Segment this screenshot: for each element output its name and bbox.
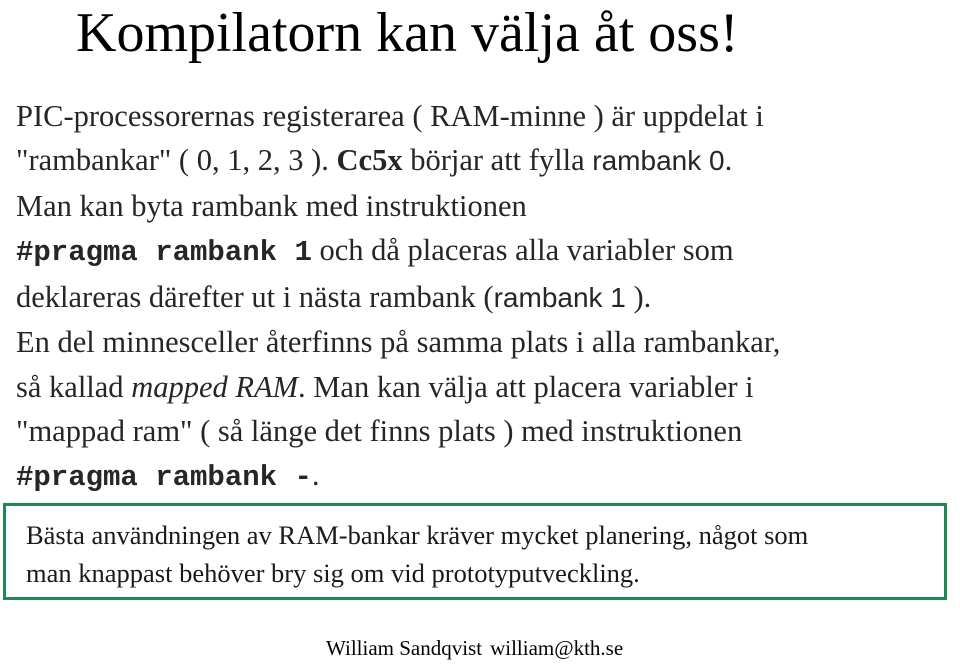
body-line-9: #pragma rambank -.: [16, 458, 320, 495]
body-line-6: En del minnesceller återfinns på samma plats i alla rambankar,: [16, 325, 781, 360]
body-line-2: "rambankar" ( 0, 1, 2, 3 ). Cc5x börjar att fylla rambank 0.: [16, 143, 733, 178]
body-line-1: PIC-processorernas registerarea ( RAM-minne ) är uppdelat i: [16, 99, 764, 133]
note-line-2: man knappast behöver bry sig om vid prototyputveckling.: [26, 558, 640, 588]
body-line-4: #pragma rambank 1 och då placeras alla variabler som: [16, 232, 734, 269]
compiler-name: Cc5x: [336, 143, 403, 178]
rambank-1-term: rambank 1: [493, 282, 626, 314]
body-line-3: Man kan byta rambank med instruktionen: [16, 188, 527, 223]
mapped-ram-term: mapped RAM: [131, 369, 299, 404]
rambank-0-term: rambank 0: [592, 145, 725, 177]
note-box: [3, 503, 947, 600]
body-line-7: så kallad mapped RAM. Man kan välja att placera variabler i: [16, 369, 754, 404]
author-name: William Sandqvist: [326, 636, 483, 660]
slide-title: Kompilatorn kan välja åt oss!: [76, 2, 739, 64]
author-email: william@kth.se: [490, 636, 624, 660]
note-line-1: Bästa användningen av RAM-bankar kräver mycket planering, något som: [26, 520, 809, 550]
body-paragraph: [16, 94, 956, 501]
body-line-8: "mappad ram" ( så länge det finns plats ) med instruktionen: [16, 414, 743, 449]
footer: [326, 635, 623, 661]
body-line-5: deklareras därefter ut i nästa rambank (rambank 1 ).: [16, 280, 652, 315]
pragma-rambank-1-code: #pragma rambank 1: [16, 235, 312, 269]
pragma-rambank-dash-code: #pragma rambank -: [16, 461, 312, 495]
